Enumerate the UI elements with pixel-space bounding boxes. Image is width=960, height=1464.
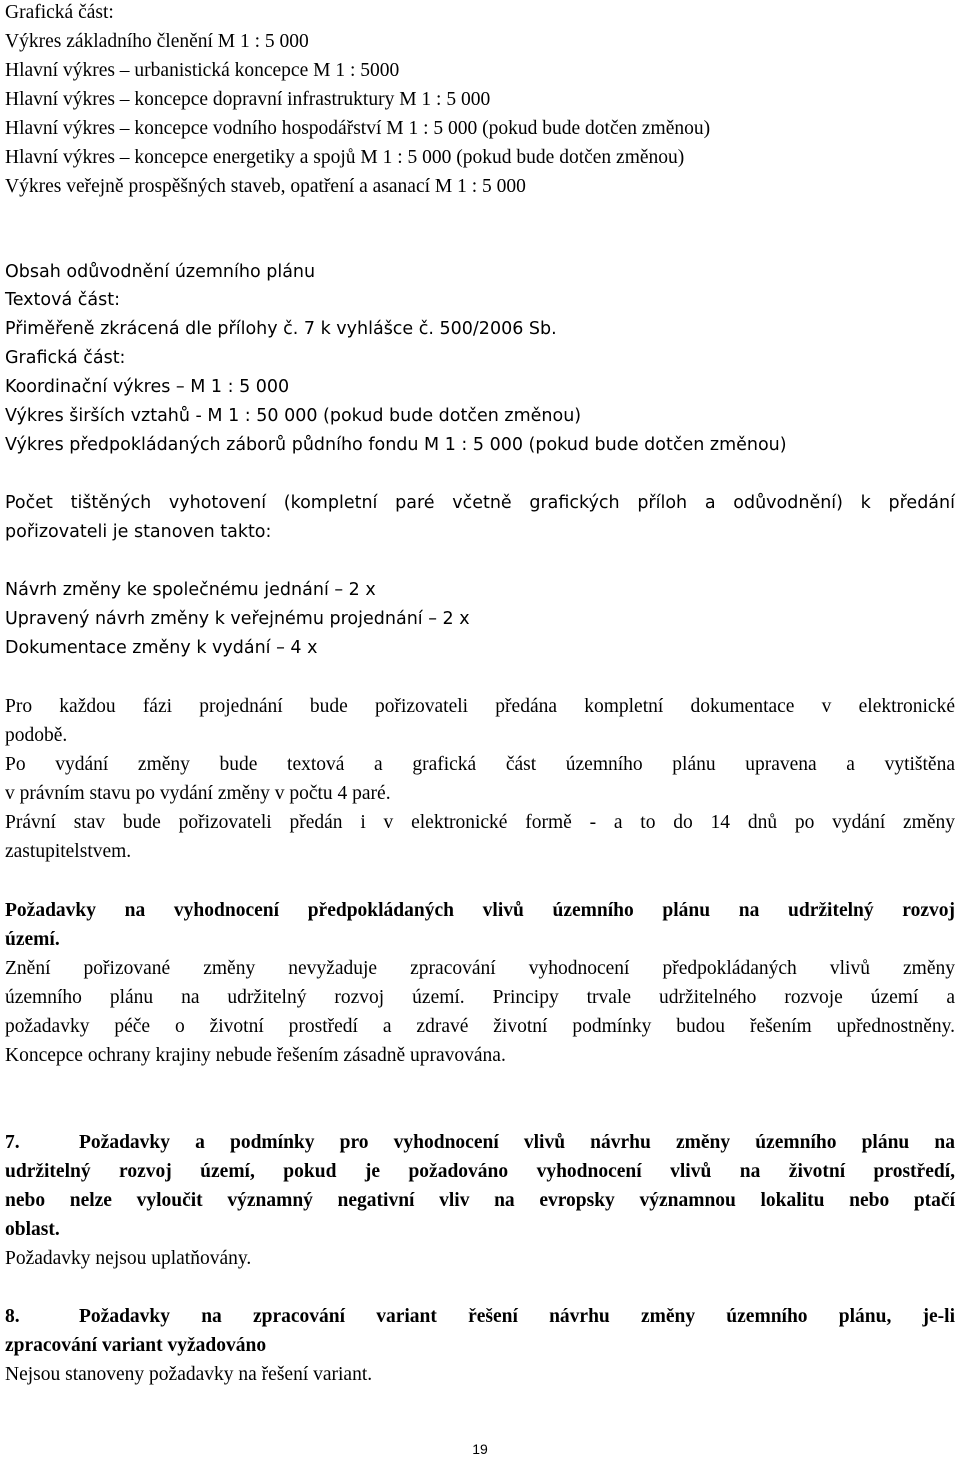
sustainability-heading-cont: území. <box>5 929 60 950</box>
graphic-item: Hlavní výkres – urbanistická koncepce M 1 : 5000 <box>5 60 400 81</box>
print-paragraph: Po vydání změny bude textová a grafická část územního plánu upravena a vytištěna <box>5 754 955 775</box>
justification-heading: Obsah odůvodnění územního plánu <box>5 262 316 282</box>
graphic-item: Hlavní výkres – koncepce energetiky a spojů M 1 : 5 000 (pokud bude dotčen změnou) <box>5 147 685 168</box>
section7-number: 7. <box>5 1132 20 1153</box>
section8-heading-text: Požadavky na zpracování variant řešení návrhu změny územního plánu, je-li <box>79 1306 955 1327</box>
section8-body: Nejsou stanoveny požadavky na řešení variant. <box>5 1364 373 1385</box>
graphic-item: Hlavní výkres – koncepce vodního hospodářství M 1 : 5 000 (pokud bude dotčen změnou) <box>5 118 711 139</box>
copies-item: Upravený návrh změny k veřejnému projednání – 2 x <box>5 609 470 629</box>
sustainability-body: požadavky péče o životní prostředí a zdravé životní podmínky budou řešením upřednostněny. <box>5 1016 955 1037</box>
section7-heading-cont: udržitelný rozvoj území, pokud je požadováno vyhodnocení vlivů na životní prostředí, <box>5 1161 955 1182</box>
graphic-item: Výkres základního členění M 1 : 5 000 <box>5 31 309 52</box>
graphic-part-heading: Grafická část: <box>5 348 126 368</box>
section8-heading <box>5 1302 955 1331</box>
text-part-heading: Textová část: <box>5 290 120 310</box>
section7-heading-cont: nebo nelze vyloučit významný negativní vliv na evropsky významnou lokalitu nebo ptačí <box>5 1190 955 1211</box>
electronic-paragraph: Pro každou fázi projednání bude pořizovateli předána kompletní dokumentace v elektronické <box>5 696 955 717</box>
legal-state-paragraph: Právní stav bude pořizovateli předán i v elektronické formě - a to do 14 dnů po vydání změny <box>5 812 955 833</box>
section7-heading-cont: oblast. <box>5 1219 60 1240</box>
graphic-part-item: Koordinační výkres – M 1 : 5 000 <box>5 377 290 397</box>
text-part-item: Přiměřeně zkrácená dle přílohy č. 7 k vyhlášce č. 500/2006 Sb. <box>5 319 557 339</box>
legal-state-paragraph-cont: zastupitelstvem. <box>5 841 132 862</box>
electronic-paragraph-cont: podobě. <box>5 725 68 746</box>
print-paragraph-cont: v právním stavu po vydání změny v počtu 4 paré. <box>5 783 391 804</box>
section7-heading-text: Požadavky a podmínky pro vyhodnocení vlivů návrhu změny územního plánu na <box>79 1132 955 1153</box>
sustainability-body: Znění pořizované změny nevyžaduje zpracování vyhodnocení předpokládaných vlivů změny <box>5 958 955 979</box>
section7-body: Požadavky nejsou uplatňovány. <box>5 1248 252 1269</box>
copies-item: Dokumentace změny k vydání – 4 x <box>5 638 318 658</box>
sustainability-body: územního plánu na udržitelný rozvoj území. Principy trvale udržitelného rozvoje území a <box>5 987 955 1008</box>
sustainability-heading: Požadavky na vyhodnocení předpokládaných vlivů územního plánu na udržitelný rozvoj <box>5 900 955 921</box>
graphic-item: Výkres veřejně prospěšných staveb, opatření a asanací M 1 : 5 000 <box>5 176 526 197</box>
copies-intro-cont: pořizovateli je stanoven takto: <box>5 522 272 542</box>
section8-number: 8. <box>5 1306 20 1327</box>
copies-intro: Počet tištěných vyhotovení (kompletní paré včetně grafických příloh a odůvodnění) k předání <box>5 493 955 513</box>
graphic-section-heading: Grafická část: <box>5 2 114 23</box>
graphic-part-item: Výkres předpokládaných záborů půdního fondu M 1 : 5 000 (pokud bude dotčen změnou) <box>5 435 787 455</box>
sustainability-body: Koncepce ochrany krajiny nebude řešením zásadně upravována. <box>5 1045 506 1066</box>
graphic-part-item: Výkres širších vztahů - M 1 : 50 000 (pokud bude dotčen změnou) <box>5 406 582 426</box>
copies-item: Návrh změny ke společnému jednání – 2 x <box>5 580 376 600</box>
graphic-item: Hlavní výkres – koncepce dopravní infrastruktury M 1 : 5 000 <box>5 89 491 110</box>
section7-heading <box>5 1128 955 1157</box>
section8-heading-cont: zpracování variant vyžadováno <box>5 1335 267 1356</box>
page-number: 19 <box>472 1441 488 1457</box>
